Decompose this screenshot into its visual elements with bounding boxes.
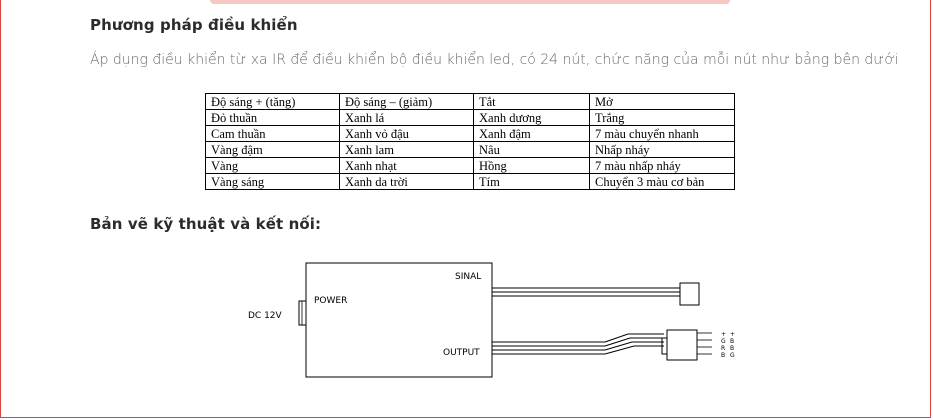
table-cell: Đỏ thuần (206, 110, 340, 126)
table-cell: Nhấp nháy (590, 142, 735, 158)
output-label: OUTPUT (443, 348, 480, 358)
table-cell: Mở (590, 94, 735, 110)
table-cell: Xanh đậm (474, 126, 590, 142)
table-cell: Hồng (474, 158, 590, 174)
pin-label-right: G (730, 352, 735, 359)
dc-voltage-label: DC 12V (248, 311, 282, 321)
power-jack (299, 301, 306, 325)
section-heading-control-method: Phương pháp điều khiển (90, 16, 298, 34)
sinal-label: SINAL (455, 272, 482, 282)
table-cell: Xanh nhạt (340, 158, 474, 174)
table-cell: Tím (474, 174, 590, 190)
pin-label-left: R (721, 345, 726, 352)
table-cell: Vàng đậm (206, 142, 340, 158)
table-cell: Xanh lá (340, 110, 474, 126)
table-cell: Xanh da trời (340, 174, 474, 190)
pin-label-left: B (721, 352, 726, 359)
output-connector (667, 330, 697, 360)
table-cell: 7 màu nhấp nháy (590, 158, 735, 174)
power-label: POWER (314, 296, 348, 306)
table-cell: Tắt (474, 94, 590, 110)
control-method-description: Áp dụng điều khiển từ xa IR để điều khiển bộ điều khiển led, có 24 nút, chức năng của mỗi nút như bảng bên dưới (90, 52, 899, 68)
table-cell: Vàng sáng (206, 174, 340, 190)
table-cell: Xanh dương (474, 110, 590, 126)
pin-label-right: B (730, 338, 735, 345)
pin-label-left: G (721, 338, 726, 345)
table-cell: Vàng (206, 158, 340, 174)
table-cell: Chuyển 3 màu cơ bản (590, 174, 735, 190)
table-cell: Độ sáng – (giảm) (340, 94, 474, 110)
pin-label-left: + (721, 331, 727, 338)
section-heading-technical-drawing: Bản vẽ kỹ thuật và kết nối: (90, 215, 322, 233)
table-cell: Cam thuần (206, 126, 340, 142)
pin-label-right: + (730, 331, 736, 338)
signal-connector (680, 283, 699, 305)
table-cell: 7 màu chuyển nhanh (590, 126, 735, 142)
table-cell: Nâu (474, 142, 590, 158)
table-cell: Độ sáng + (tăng) (206, 94, 340, 110)
table-cell: Trắng (590, 110, 735, 126)
pin-label-right: B (730, 345, 735, 352)
table-cell: Xanh vỏ đậu (340, 126, 474, 142)
table-cell: Xanh lam (340, 142, 474, 158)
